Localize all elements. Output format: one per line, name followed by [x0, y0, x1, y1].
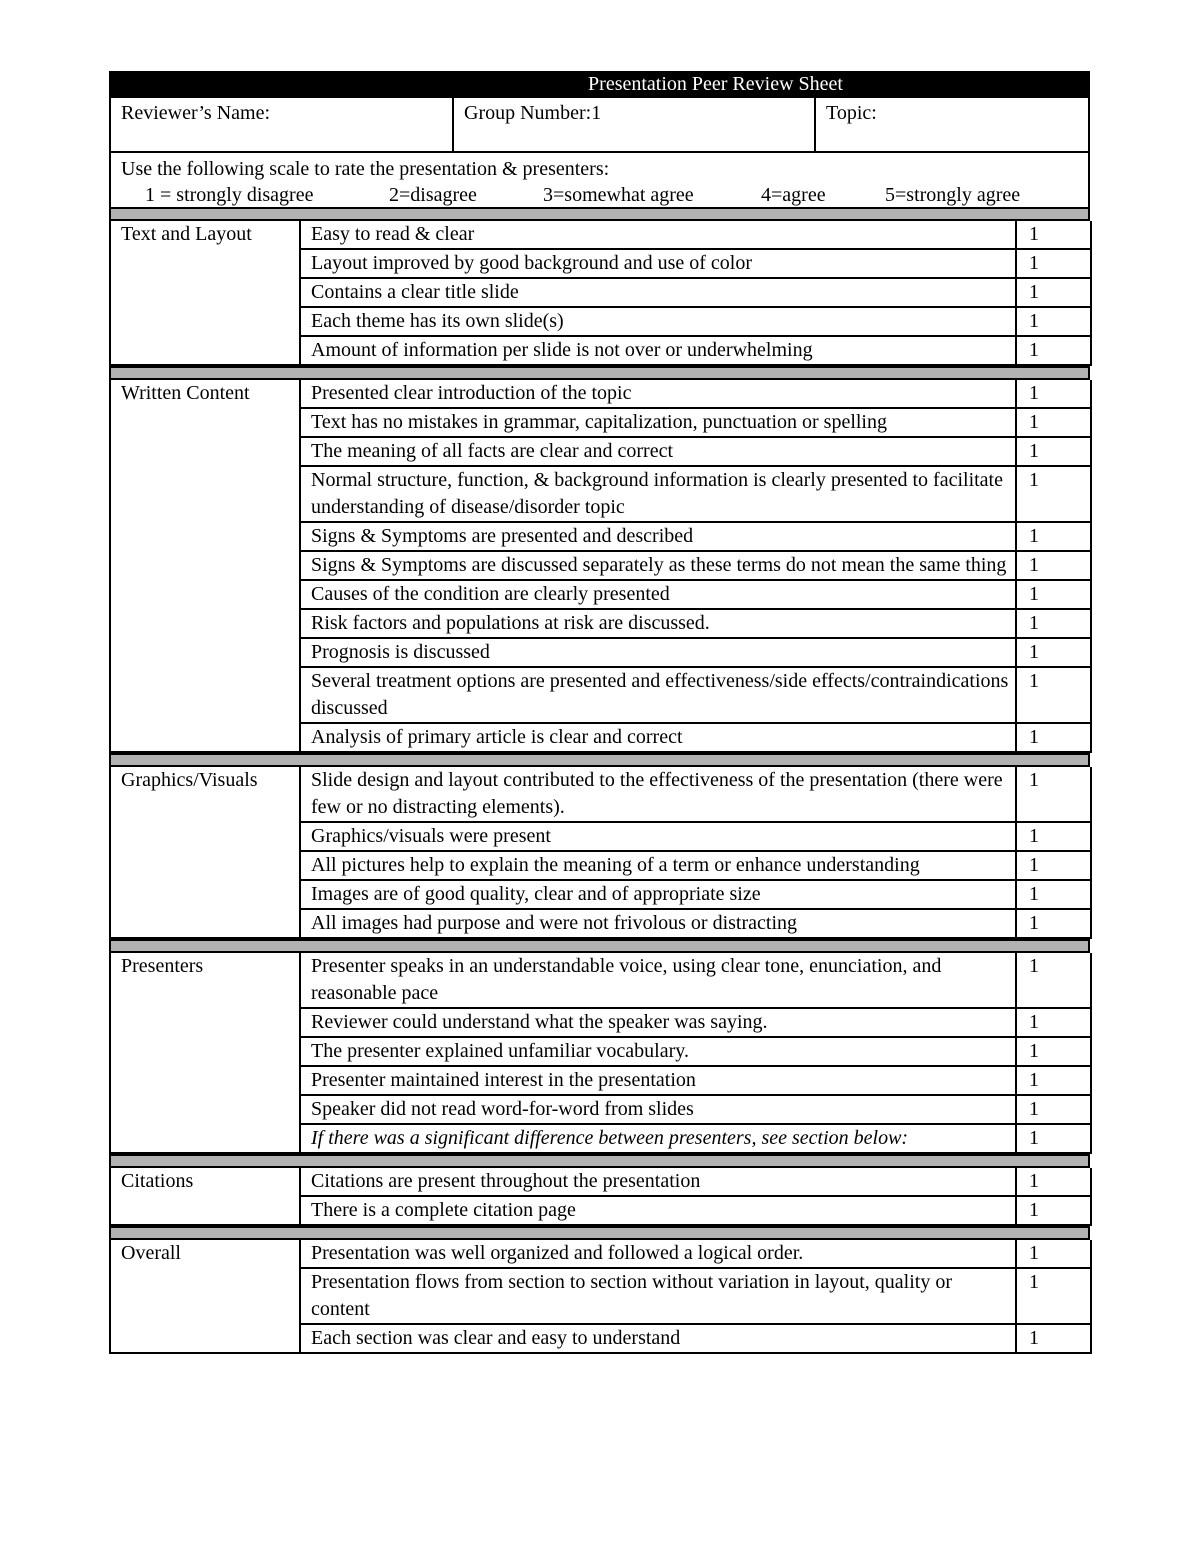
criterion-text: Reviewer could understand what the speaker was saying. [300, 1008, 1016, 1037]
criterion-text: Several treatment options are presented and effectiveness/side effects/contraindications discussed [300, 667, 1016, 723]
section-separator [109, 939, 1090, 953]
criterion-text: Prognosis is discussed [300, 638, 1016, 667]
reviewer-name-field[interactable]: Reviewer’s Name: [111, 98, 454, 151]
table-row [110, 380, 1091, 408]
criterion-text: Risk factors and populations at risk are discussed. [300, 609, 1016, 638]
score-cell[interactable]: 1 [1016, 1124, 1091, 1153]
criterion-text: Contains a clear title slide [300, 278, 1016, 307]
criterion-text: All images had purpose and were not frivolous or distracting [300, 909, 1016, 938]
score-cell[interactable]: 1 [1016, 466, 1091, 522]
rating-scale [109, 153, 1090, 207]
score-cell[interactable]: 1 [1016, 1066, 1091, 1095]
score-cell[interactable]: 1 [1016, 522, 1091, 551]
score-cell[interactable]: 1 [1016, 437, 1091, 466]
scale-option: 3=somewhat agree [543, 184, 694, 206]
criterion-text: Signs & Symptoms are presented and described [300, 522, 1016, 551]
score-cell[interactable]: 1 [1016, 953, 1091, 1008]
table-row [110, 953, 1091, 1008]
score-cell[interactable]: 1 [1016, 667, 1091, 723]
criterion-text: Presented clear introduction of the topic [300, 380, 1016, 408]
group-number-field[interactable]: Group Number:1 [454, 98, 816, 151]
table-row [110, 1168, 1091, 1196]
section-category: Text and Layout [110, 221, 300, 365]
score-cell[interactable]: 1 [1016, 609, 1091, 638]
score-cell[interactable]: 1 [1016, 1008, 1091, 1037]
criterion-text: There is a complete citation page [300, 1196, 1016, 1225]
score-cell[interactable]: 1 [1016, 221, 1091, 249]
table-row [110, 1240, 1091, 1268]
criterion-text: Speaker did not read word-for-word from slides [300, 1095, 1016, 1124]
section-table [109, 767, 1092, 939]
score-cell[interactable]: 1 [1016, 380, 1091, 408]
criterion-text: Slide design and layout contributed to the effectiveness of the presentation (there were few or no distracting elements). [300, 767, 1016, 822]
criterion-text: Normal structure, function, & background information is clearly presented to facilitate understanding of disease/disorder topic [300, 466, 1016, 522]
section-separator [109, 366, 1090, 380]
section-table [109, 380, 1092, 753]
score-cell[interactable]: 1 [1016, 1268, 1091, 1324]
score-cell[interactable]: 1 [1016, 580, 1091, 609]
criterion-text: Presenter speaks in an understandable voice, using clear tone, enunciation, and reasonable pace [300, 953, 1016, 1008]
section-category: Graphics/Visuals [110, 767, 300, 938]
section-separator [109, 753, 1090, 767]
peer-review-sheet [109, 71, 1090, 1354]
scale-option: 4=agree [761, 184, 826, 206]
criterion-text: Layout improved by good background and use of color [300, 249, 1016, 278]
score-cell[interactable]: 1 [1016, 278, 1091, 307]
score-cell[interactable]: 1 [1016, 638, 1091, 667]
score-cell[interactable]: 1 [1016, 851, 1091, 880]
score-cell[interactable]: 1 [1016, 1324, 1091, 1353]
score-cell[interactable]: 1 [1016, 909, 1091, 938]
section-table [109, 1168, 1092, 1226]
criterion-text: The meaning of all facts are clear and correct [300, 437, 1016, 466]
criterion-text: Presentation flows from section to section without variation in layout, quality or content [300, 1268, 1016, 1324]
table-row [110, 221, 1091, 249]
score-cell[interactable]: 1 [1016, 1037, 1091, 1066]
scale-option: 2=disagree [389, 184, 477, 206]
criterion-text: Text has no mistakes in grammar, capitalization, punctuation or spelling [300, 408, 1016, 437]
score-cell[interactable]: 1 [1016, 249, 1091, 278]
sheet-title: Presentation Peer Review Sheet [109, 71, 1090, 98]
section-table [109, 953, 1092, 1154]
scale-option: 5=strongly agree [885, 184, 1021, 206]
score-cell[interactable]: 1 [1016, 408, 1091, 437]
score-cell[interactable]: 1 [1016, 1168, 1091, 1196]
header-row [109, 98, 1090, 153]
table-row [110, 767, 1091, 822]
section-category: Presenters [110, 953, 300, 1153]
section-category: Written Content [110, 380, 300, 752]
criterion-text: Presenter maintained interest in the presentation [300, 1066, 1016, 1095]
review-sections [109, 207, 1090, 1354]
criterion-text: Images are of good quality, clear and of appropriate size [300, 880, 1016, 909]
section-separator [109, 207, 1090, 221]
score-cell[interactable]: 1 [1016, 767, 1091, 822]
criterion-text: All pictures help to explain the meaning of a term or enhance understanding [300, 851, 1016, 880]
scale-options [121, 182, 1088, 208]
criterion-text: Signs & Symptoms are discussed separately as these terms do not mean the same thing [300, 551, 1016, 580]
criterion-text: Presentation was well organized and followed a logical order. [300, 1240, 1016, 1268]
section-separator [109, 1226, 1090, 1240]
score-cell[interactable]: 1 [1016, 307, 1091, 336]
criterion-text: Analysis of primary article is clear and correct [300, 723, 1016, 752]
criterion-text: Easy to read & clear [300, 221, 1016, 249]
section-table [109, 1240, 1092, 1354]
score-cell[interactable]: 1 [1016, 336, 1091, 365]
criterion-text: Each theme has its own slide(s) [300, 307, 1016, 336]
scale-intro: Use the following scale to rate the presentation & presenters: [121, 158, 610, 180]
section-table [109, 221, 1092, 366]
score-cell[interactable]: 1 [1016, 822, 1091, 851]
criterion-text: The presenter explained unfamiliar vocabulary. [300, 1037, 1016, 1066]
score-cell[interactable]: 1 [1016, 723, 1091, 752]
score-cell[interactable]: 1 [1016, 1095, 1091, 1124]
score-cell[interactable]: 1 [1016, 551, 1091, 580]
criterion-text: Amount of information per slide is not over or underwhelming [300, 336, 1016, 365]
criterion-text: Each section was clear and easy to understand [300, 1324, 1016, 1353]
section-category: Citations [110, 1168, 300, 1225]
criterion-text: Citations are present throughout the presentation [300, 1168, 1016, 1196]
score-cell[interactable]: 1 [1016, 1196, 1091, 1225]
criterion-text: Causes of the condition are clearly presented [300, 580, 1016, 609]
criterion-text: If there was a significant difference between presenters, see section below: [300, 1124, 1016, 1153]
score-cell[interactable]: 1 [1016, 1240, 1091, 1268]
scale-option: 1 = strongly disagree [145, 184, 314, 206]
topic-field[interactable]: Topic: [826, 102, 877, 124]
section-separator [109, 1154, 1090, 1168]
section-category: Overall [110, 1240, 300, 1353]
score-cell[interactable]: 1 [1016, 880, 1091, 909]
criterion-text: Graphics/visuals were present [300, 822, 1016, 851]
